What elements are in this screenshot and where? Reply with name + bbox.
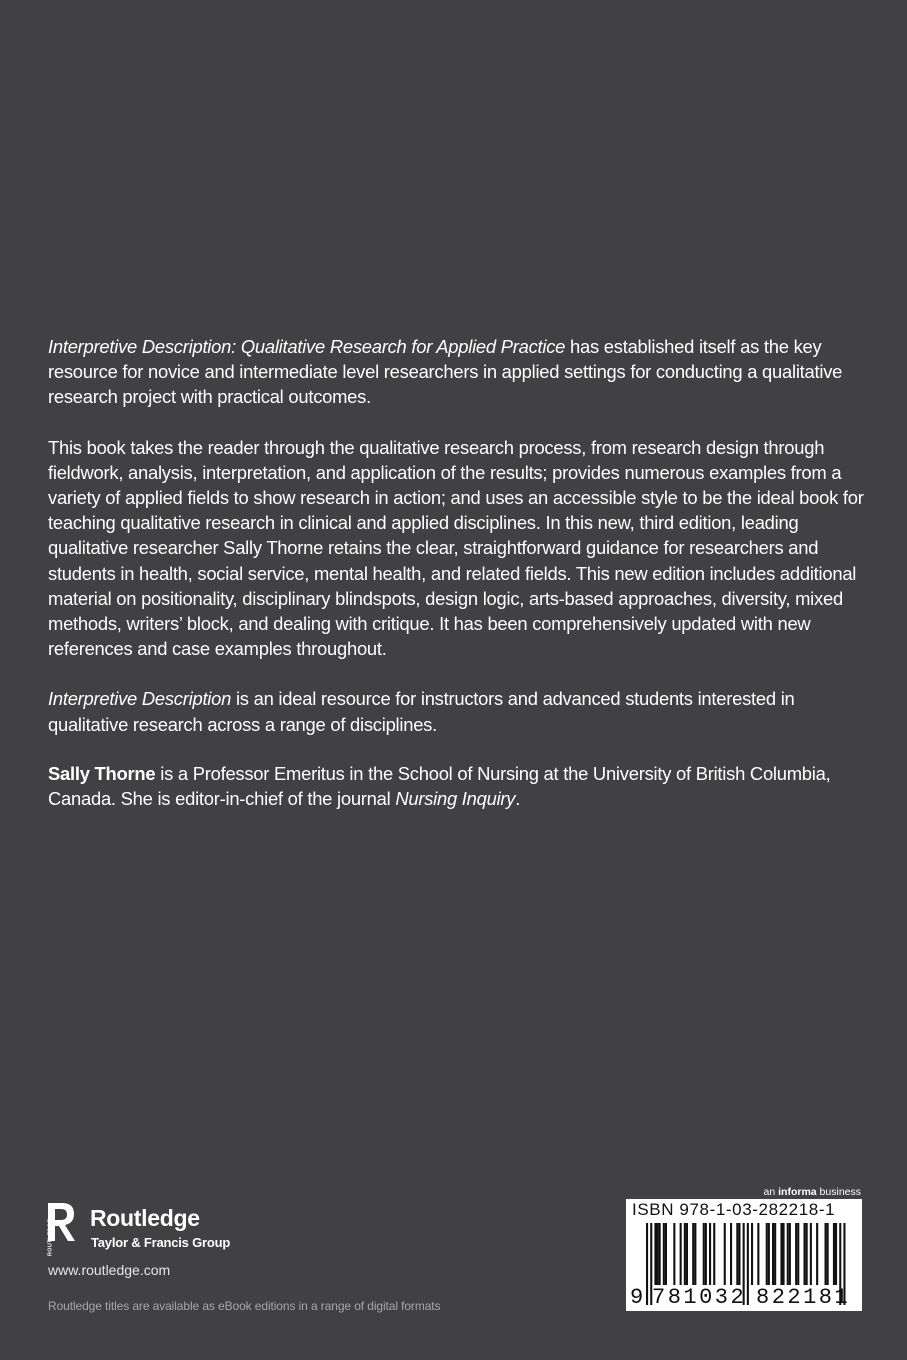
barcode-bar (736, 1223, 738, 1285)
back-cover-blurb (48, 334, 868, 836)
barcode-bar (827, 1223, 829, 1285)
ebook-note: Routledge titles are available as eBook editions in a range of digital formats (48, 1299, 441, 1313)
informa-prefix: an (763, 1186, 779, 1198)
barcode-bar (810, 1223, 812, 1285)
book-title-italic: Interpretive Description: Qualitative Research for Applied Practice (48, 336, 566, 357)
barcode-bar (730, 1223, 732, 1285)
barcode-bar (772, 1223, 774, 1285)
barcode-bar (657, 1223, 659, 1285)
barcode-bar (789, 1223, 791, 1285)
routledge-logo (44, 1201, 264, 1257)
barcode-bar (825, 1223, 827, 1285)
barcode-bar (684, 1223, 686, 1285)
barcode-bar (654, 1223, 656, 1285)
barcode-bar (659, 1223, 661, 1285)
barcode-digits-left: 781032 (652, 1285, 747, 1310)
barcode-bar (713, 1223, 715, 1285)
barcode-bar (780, 1223, 782, 1285)
informa-business-label (700, 1186, 861, 1198)
barcode-digits-right: 822181 (756, 1285, 851, 1310)
barcode-bar (766, 1223, 768, 1285)
intro-text: has established itself as the key resource for novice and intermediate level researchers in applied settings for conducting a qualitative research project with practical outcomes. (48, 336, 843, 408)
barcode-bar (709, 1223, 711, 1285)
journal-name: Nursing Inquiry (395, 788, 516, 810)
barcode-bar (757, 1223, 759, 1285)
barcode-bar (774, 1223, 776, 1285)
publisher-group: Taylor & Francis Group (91, 1235, 231, 1250)
blurb-paragraph-description: This book takes the reader through the qualitative research process, from research design through fieldwork, analysis, interpretation, and application of the results; provides numerous examples from a variety of applied fields to show research in action; and uses an accessible style to be the ideal book for teaching qualitative research in clinical and applied disciplines. In this new, third edition, leading qualitative researcher Sally Thorne retains the clear, straightforward guidance for researchers and students in health, social service, mental health, and related fields. This new edition includes additional material on positionality, disciplinary blindspots, design logic, arts-based approaches, diversity, mixed methods, writers’ block, and dealing with critique. It has been comprehensively updated with new references and case examples throughout. (48, 436, 864, 660)
barcode-bar (724, 1223, 726, 1285)
barcode-bar (816, 1223, 818, 1285)
barcode-bar (783, 1223, 785, 1285)
author-bio-text: is a Professor Emeritus in the School of Nursing at the University of British Columbia, Canada. She is editor-in-chief of the journal (48, 762, 831, 810)
barcode-bar (663, 1223, 665, 1285)
barcode-bar (694, 1223, 696, 1285)
barcode-digits (626, 1285, 862, 1311)
barcode-bar (665, 1223, 667, 1285)
isbn-barcode (626, 1199, 862, 1311)
barcode-bar (673, 1223, 675, 1285)
barcode-bar (686, 1223, 688, 1285)
isbn-label: ISBN 978-1-03-282218-1 (632, 1200, 836, 1219)
routledge-vertical-text: ROUTLEDGE (47, 1218, 54, 1256)
barcode-bar (833, 1223, 835, 1285)
barcode-bar (795, 1223, 797, 1285)
barcode-bar (804, 1223, 806, 1285)
barcode-bar (680, 1223, 682, 1285)
publisher-name: Routledge (90, 1205, 200, 1231)
barcode-bar (751, 1223, 753, 1285)
author-bio (48, 761, 868, 811)
informa-bold: informa (778, 1186, 817, 1198)
barcode-bar (768, 1223, 770, 1285)
barcode-bar (787, 1223, 789, 1285)
barcode-bar (705, 1223, 707, 1285)
barcode-bar (835, 1223, 837, 1285)
author-name: Sally Thorne (48, 762, 156, 784)
blurb-paragraph-intro (48, 334, 868, 410)
author-bio-end: . (515, 788, 521, 810)
barcode-bar (692, 1223, 694, 1285)
informa-suffix: business (816, 1186, 861, 1198)
book-title-short-italic: Interpretive Description (48, 688, 232, 710)
barcode-bar (806, 1223, 808, 1285)
barcode-bar (738, 1223, 740, 1285)
publisher-website: www.routledge.com (48, 1262, 171, 1278)
audience-text: is an ideal resource for instructors and advanced students interested in qualitative research across a range of disciplines. (48, 688, 795, 735)
routledge-logo-icon (44, 1201, 78, 1257)
barcode-bar (797, 1223, 799, 1285)
blurb-paragraph-audience (48, 686, 868, 736)
barcode-bar (703, 1223, 705, 1285)
barcode-digit-first: 9 (630, 1285, 644, 1310)
